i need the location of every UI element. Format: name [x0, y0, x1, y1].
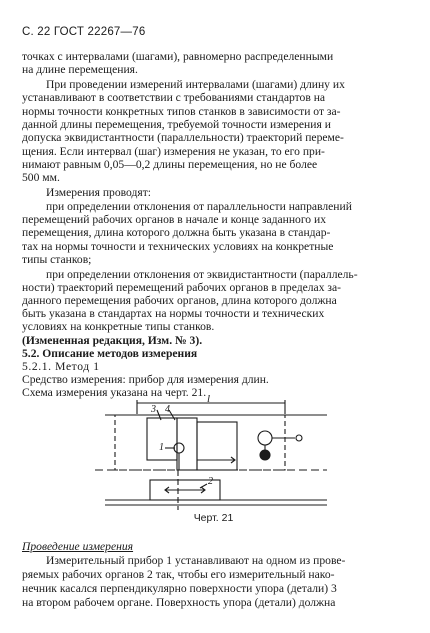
- text-line: тах на нормы точности и технических условиях на конкретные: [22, 240, 334, 253]
- text-line: Измерительный прибор 1 устанавливают на одном из прове-: [46, 554, 346, 567]
- amendment-note: (Измененная редакция, Изм. № 3).: [22, 334, 203, 347]
- stop-edge: [177, 418, 197, 470]
- text-line: ности) траекторий перемещений рабочих органов в пределах за-: [22, 281, 341, 294]
- measurement-diagram: [95, 393, 335, 520]
- right-dial: [258, 431, 272, 445]
- text-line: допуска эквидистантности (параллельности) траекторий переме-: [22, 131, 344, 144]
- stop-detail: [147, 418, 177, 460]
- label-1: 1: [159, 442, 164, 453]
- text-line: типы станков;: [22, 253, 92, 266]
- text-line: при определении отклонения от эквидистантности (параллель-: [46, 268, 358, 281]
- text-line: щения. Если интервал (шаг) измерения не указан, то его при-: [22, 145, 325, 158]
- label-4: 4: [165, 404, 170, 415]
- section-heading: 5.2. Описание методов измерения: [22, 347, 198, 360]
- text-line: При проведении измерений интервалами (шагами) длину их: [46, 78, 345, 91]
- right-dial-weight: [260, 450, 270, 460]
- procedure-heading: Проведение измерения: [22, 540, 134, 553]
- figure-caption: Черт. 21: [193, 512, 234, 524]
- text-line: точках с интервалами (шагами), равномерно распределенными: [22, 50, 334, 63]
- text-line: нечник касался перпендикулярно поверхности упора (детали) 3: [22, 582, 337, 595]
- text-line: на втором рабочем органе. Поверхность упора (детали) должна: [22, 596, 336, 609]
- leader-line: [200, 484, 207, 488]
- right-pivot: [296, 435, 302, 441]
- method-heading: 5.2.1. Метод 1: [22, 360, 100, 373]
- label-l: l: [207, 393, 211, 405]
- text-line: данного перемещения рабочих органов, длина которого должна: [22, 294, 337, 307]
- text-line: 500 мм.: [22, 171, 60, 184]
- text-line: условиях на конкретные типы станков.: [22, 320, 215, 333]
- text-line: нимают равным 0,05—0,2 длины перемещения, но не более: [22, 158, 318, 171]
- label-3: 3: [151, 404, 156, 415]
- label-2: 2: [208, 476, 213, 487]
- page-header: С. 22 ГОСТ 22267—76: [22, 26, 146, 38]
- text-line: нормы точности конкретных типов станков в зависимости от за-: [22, 105, 341, 118]
- text-line: перемещений рабочих органов в начале и конце заданного их: [22, 213, 327, 226]
- text-line: на длине перемещения.: [22, 63, 138, 76]
- text-line: ряемых рабочих органов 2 так, чтобы его измерительный нако-: [22, 568, 335, 581]
- text-line: Измерения проводят:: [46, 186, 152, 199]
- text-line: устанавливают в соответствии с требованиями стандартов на: [22, 91, 326, 104]
- text-line: Схема измерения указана на черт. 21.: [22, 386, 207, 399]
- text-line: Средство измерения: прибор для измерения длин.: [22, 373, 269, 386]
- text-line: данной длины перемещения, требуемой точности измерения и: [22, 118, 331, 131]
- text-line: при определении отклонения от параллельности направлений: [46, 200, 352, 213]
- text-line: перемещения, длина которого должна быть указана в стандар-: [22, 226, 331, 239]
- dial-indicator: [174, 443, 184, 453]
- text-line: быть указана в стандартах на нормы точности и технических: [22, 307, 325, 320]
